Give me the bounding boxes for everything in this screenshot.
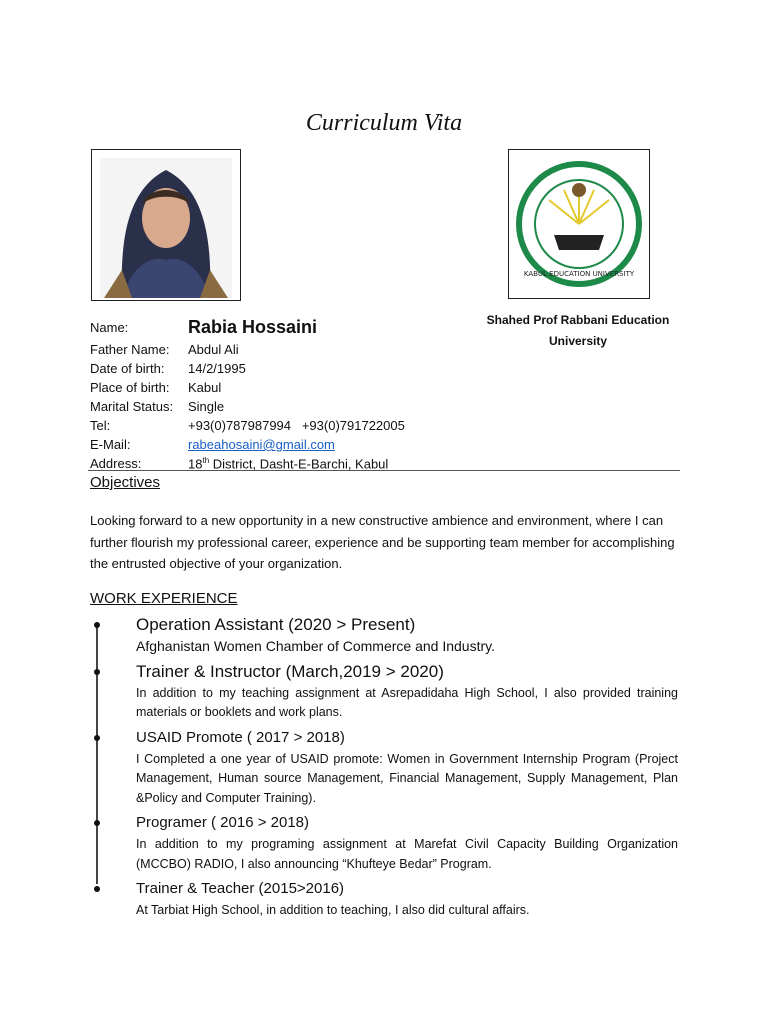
pob-value: Kabul [188,380,222,395]
bullet-icon [94,820,100,826]
document-title: Curriculum Vita [305,110,463,136]
father-name: Abdul Ali [188,342,239,357]
work-heading: WORK EXPERIENCE [90,590,238,607]
objectives-heading: Objectives [90,474,161,491]
work-list [136,613,678,924]
address-value: 18th District, Dasht-E-Barchi, Kabul [188,455,389,472]
marital-label: Marital Status: [90,399,174,414]
email-link[interactable]: rabeahosaini@gmail.com [188,437,335,452]
pob-label: Place of birth: [90,380,170,395]
personal-info [90,314,405,473]
university-logo [508,149,650,299]
university-name: Shahed Prof Rabbani Education University [486,313,670,348]
timeline-line [96,622,98,884]
job-item: Operation Assistant (2020 > Present) Afghanistan Women Chamber of Commerce and Industry. [136,613,678,657]
bullet-icon [94,622,100,628]
bullet-icon [94,669,100,675]
address-label: Address: [90,456,142,471]
job-item: Trainer & Teacher (2015>2016) At Tarbiat High School, in addition to teaching, I also did cultural affairs. [136,877,678,921]
dob-label: Date of birth: [90,361,165,376]
father-label: Father Name: [90,342,170,357]
tel-value: +93(0)787987994 +93(0)791722005 [188,418,405,433]
job-item: USAID Promote ( 2017 > 2018) I Completed a one year of USAID promote: Women in Government Internship Program (Project Management, Human source Management, Financial Management, Supply Management, Plan &Policy and Computer Training). [136,726,678,809]
marital-value: Single [188,399,225,414]
dob-value: 14/2/1995 [188,361,246,376]
profile-photo [91,149,241,301]
tel-label: Tel: [90,418,111,433]
email-label: E-Mail: [90,437,131,452]
bullet-icon [94,735,100,741]
bullet-icon [94,886,100,892]
job-item: Trainer & Instructor (March,2019 > 2020) In addition to my teaching assignment at Asrepadidaha High School, I also provided training materials or booklets and work plans. [136,660,678,723]
divider [88,470,680,471]
name-label: Name: [90,319,129,335]
full-name: Rabia Hossaini [188,316,318,337]
logo-text: KABUL EDUCATION UNIVERSITY [523,270,635,278]
job-item: Programer ( 2016 > 2018) In addition to my programing assignment at Marefat Civil Capacity Building Organization (MCCBO) RADIO, I also announcing “Khufteye Bedar” Program. [136,811,678,874]
objectives-text: Looking forward to a new opportunity in a new constructive ambience and environment, where I can further flourish my professional career, experience and be supporting team member for accomplishing the entrusted objective of your organization. [90,513,675,571]
